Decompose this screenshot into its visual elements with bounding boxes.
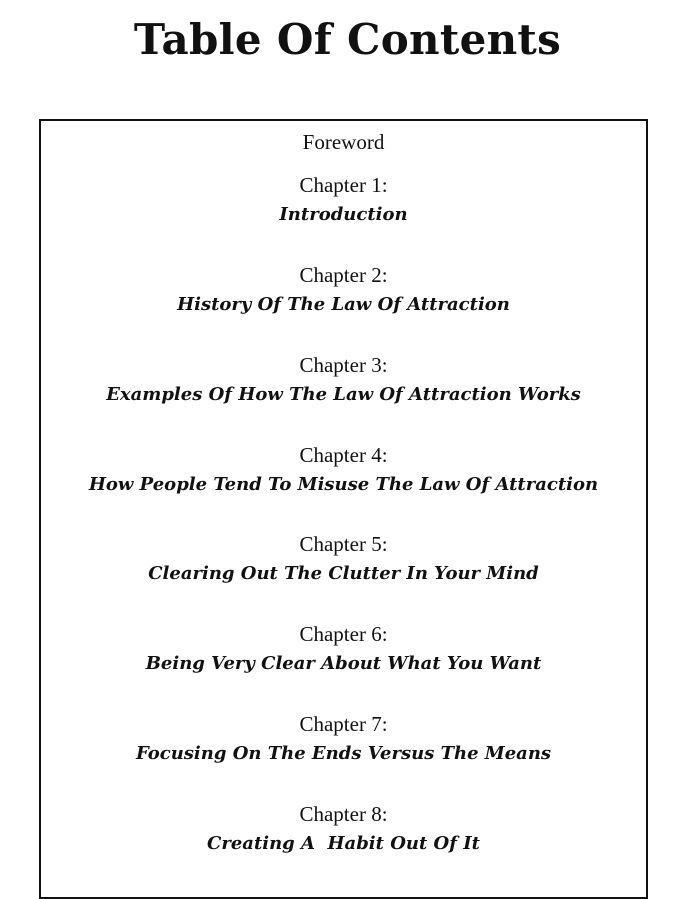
chapter-entry-6 bbox=[41, 621, 646, 677]
chapter-title: Being Very Clear About What You Want bbox=[145, 653, 542, 674]
chapter-title: Clearing Out The Clutter In Your Mind bbox=[148, 563, 539, 584]
chapter-title: Introduction bbox=[279, 204, 408, 225]
chapter-entry-3 bbox=[41, 352, 646, 408]
chapter-entry-5 bbox=[41, 531, 646, 587]
chapter-number: Chapter 3: bbox=[299, 353, 388, 377]
chapter-entry-4 bbox=[41, 442, 646, 498]
chapter-title: Creating A Habit Out Of It bbox=[207, 833, 480, 854]
chapter-entry-2 bbox=[41, 262, 646, 318]
table-of-contents-box bbox=[39, 119, 648, 899]
chapter-number: Chapter 6: bbox=[299, 622, 388, 646]
chapter-number: Chapter 4: bbox=[299, 443, 388, 467]
chapter-entry-7 bbox=[41, 711, 646, 767]
foreword-entry: Foreword bbox=[302, 130, 385, 154]
chapter-title: Examples Of How The Law Of Attraction Works bbox=[106, 384, 581, 405]
chapter-title: How People Tend To Misuse The Law Of Attraction bbox=[88, 474, 599, 495]
chapter-entry-1 bbox=[41, 172, 646, 228]
chapter-number: Chapter 8: bbox=[299, 802, 388, 826]
chapter-number: Chapter 2: bbox=[299, 263, 388, 287]
chapter-number: Chapter 1: bbox=[299, 173, 388, 197]
chapter-number: Chapter 5: bbox=[299, 532, 388, 556]
chapter-number: Chapter 7: bbox=[299, 712, 388, 736]
chapter-title: History Of The Law Of Attraction bbox=[177, 294, 510, 315]
page-title: Table Of Contents bbox=[133, 15, 562, 64]
chapter-title: Focusing On The Ends Versus The Means bbox=[135, 743, 552, 764]
chapter-entry-8 bbox=[41, 801, 646, 857]
